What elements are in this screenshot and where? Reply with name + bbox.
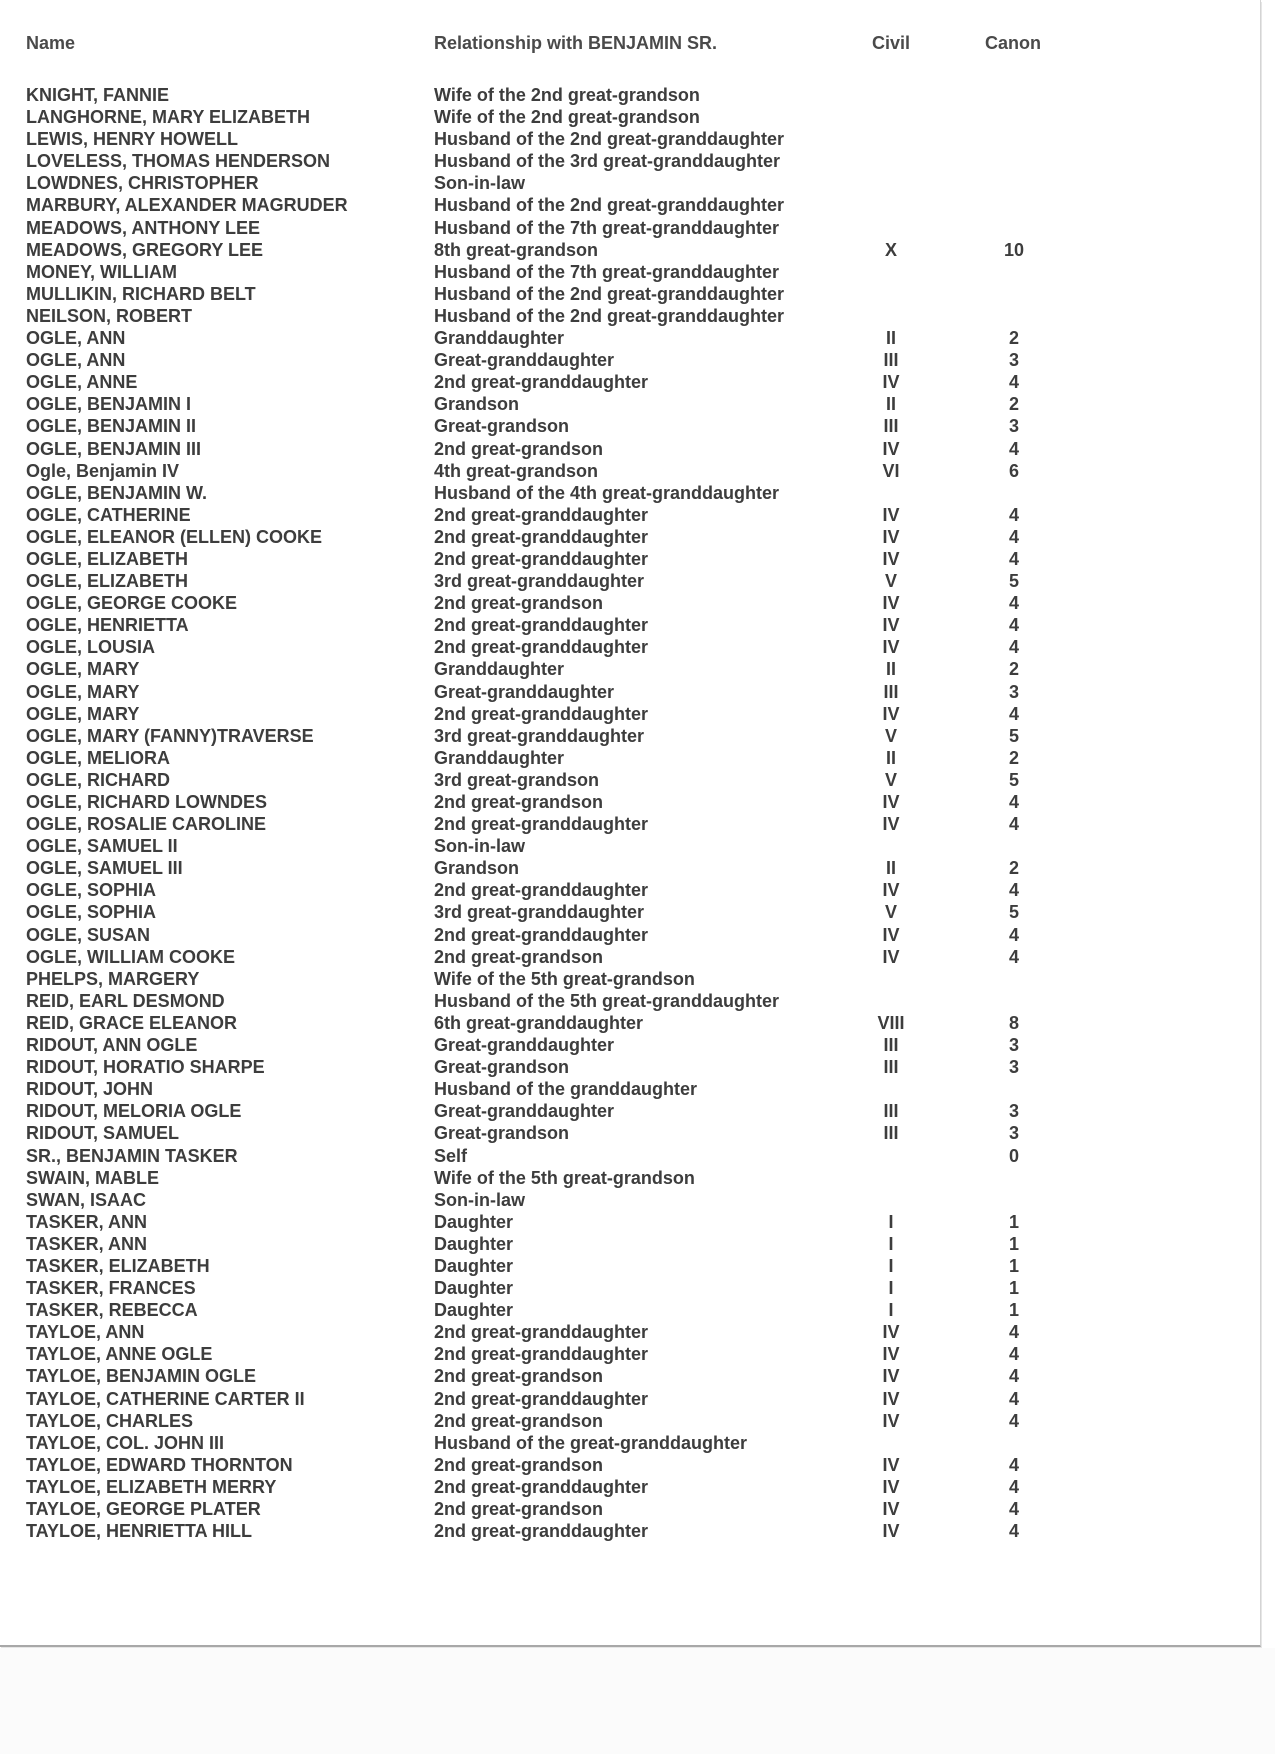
name-cell: SWAN, ISAAC	[26, 1189, 147, 1210]
table-row: OGLE, MARY Granddaughter II 2	[26, 659, 1020, 680]
table-row: OGLE, ROSALIE CAROLINE 2nd great-granddaughter IV 4	[26, 814, 1020, 835]
name-cell: OGLE, SOPHIA	[26, 902, 157, 923]
table-row: OGLE, ANNE 2nd great-granddaughter IV 4	[26, 372, 1020, 393]
name-cell: OGLE, MARY (FANNY)TRAVERSE	[26, 725, 314, 746]
name-cell: TAYLOE, ANN	[26, 1322, 145, 1343]
name-cell: REID, EARL DESMOND	[26, 990, 225, 1011]
table-row	[0, 1078, 1260, 1100]
name-cell: TASKER, ANN	[26, 1211, 147, 1232]
name-cell: OGLE, ELIZABETH	[26, 548, 188, 569]
relationship-cell: Son-in-law	[434, 1189, 525, 1210]
name-cell: OGLE, ANN	[26, 350, 126, 371]
relationship-cell: Great-grandson	[434, 416, 570, 437]
relationship-cell: Daughter	[434, 1255, 514, 1276]
table-row: OGLE, ELEANOR (ELLEN) COOKE 2nd great-granddaughter IV 4	[26, 526, 1020, 547]
table-row: TAYLOE, ANNE OGLE 2nd great-granddaughter IV 4	[26, 1344, 1020, 1365]
table-row: Ogle, Benjamin IV 4th great-grandson VI 6	[26, 460, 1020, 481]
name-cell: TAYLOE, HENRIETTA HILL	[26, 1521, 253, 1542]
relationship-cell: Grandson	[434, 394, 520, 415]
column-header-canon: Canon	[985, 33, 1041, 53]
relationship-cell: 2nd great-granddaughter	[434, 1476, 649, 1497]
relationship-cell: 2nd great-granddaughter	[434, 1322, 649, 1343]
table-row: SR., BENJAMIN TASKER Self 0	[26, 1145, 1020, 1166]
table-row	[0, 305, 1260, 327]
relationship-cell: 6th great-granddaughter	[434, 1012, 644, 1033]
table-row: RIDOUT, HORATIO SHARPE Great-grandson III 3	[26, 1057, 1020, 1078]
column-header-name: Name	[26, 33, 76, 53]
name-cell: PHELPS, MARGERY	[26, 968, 200, 989]
relationship-cell: 2nd great-grandson	[434, 438, 604, 459]
table-row: OGLE, GEORGE COOKE 2nd great-grandson IV 4	[26, 593, 1020, 614]
name-cell: RIDOUT, JOHN	[26, 1079, 154, 1100]
relationship-cell: Husband of the 2nd great-granddaughter	[434, 195, 785, 216]
relationship-cell: Great-granddaughter	[434, 350, 615, 371]
table-row: OGLE, ANN Great-granddaughter III 3	[26, 350, 1020, 371]
table-row: OGLE, HENRIETTA 2nd great-granddaughter IV 4	[26, 615, 1020, 636]
name-cell: OGLE, BENJAMIN I	[26, 394, 192, 415]
relationship-cell: 2nd great-granddaughter	[434, 703, 649, 724]
name-cell: OGLE, ROSALIE CAROLINE	[26, 814, 267, 835]
relationship-cell: Daughter	[434, 1300, 514, 1321]
table-row: OGLE, SUSAN 2nd great-granddaughter IV 4	[26, 924, 1020, 945]
relationship-cell: 2nd great-granddaughter	[434, 548, 649, 569]
name-cell: TASKER, REBECCA	[26, 1300, 198, 1321]
relationship-cell: 4th great-grandson	[434, 460, 599, 481]
table-row	[0, 194, 1260, 216]
name-cell: OGLE, GEORGE COOKE	[26, 593, 238, 614]
name-cell: OGLE, MARY	[26, 681, 140, 702]
relationship-cell: 2nd great-grandson	[434, 946, 604, 967]
table-row: RIDOUT, ANN OGLE Great-granddaughter III 3	[26, 1035, 1020, 1056]
table-row: OGLE, BENJAMIN III 2nd great-grandson IV 4	[26, 438, 1020, 459]
name-cell: Ogle, Benjamin IV	[26, 460, 180, 481]
name-cell: OGLE, BENJAMIN W.	[26, 482, 208, 503]
table-row: TAYLOE, CATHERINE CARTER II 2nd great-granddaughter IV 4	[26, 1388, 1020, 1409]
table-row: REID, GRACE ELEANOR 6th great-granddaughter VIII 8	[26, 1012, 1020, 1033]
relationship-cell: Husband of the 5th great-granddaughter	[434, 990, 780, 1011]
table-row: TASKER, ANN Daughter I 1	[26, 1233, 1020, 1254]
name-cell: TAYLOE, ANNE OGLE	[26, 1344, 213, 1365]
relationship-cell: 2nd great-grandson	[434, 1366, 604, 1387]
relationship-cell: Self	[434, 1145, 468, 1166]
table-row: TAYLOE, GEORGE PLATER 2nd great-grandson IV 4	[26, 1499, 1020, 1519]
name-cell: RIDOUT, ANN OGLE	[26, 1035, 198, 1056]
table-row: TASKER, ANN Daughter I 1	[26, 1211, 1020, 1232]
name-cell: RIDOUT, MELORIA OGLE	[26, 1101, 242, 1122]
table-row	[0, 1189, 1260, 1211]
table-row: OGLE, MARY Great-granddaughter III 3	[26, 681, 1020, 702]
table-row	[0, 482, 1260, 504]
relationship-cell: Daughter	[434, 1211, 514, 1232]
table-row: OGLE, CATHERINE 2nd great-granddaughter IV 4	[26, 504, 1020, 525]
relationship-table-body	[0, 84, 1260, 1542]
table-row: OGLE, BENJAMIN I Grandson II 2	[26, 394, 1020, 415]
name-cell: OGLE, SOPHIA	[26, 880, 157, 901]
name-cell: TAYLOE, EDWARD THORNTON	[26, 1454, 293, 1475]
relationship-cell: 2nd great-granddaughter	[434, 880, 649, 901]
table-row: OGLE, RICHARD 3rd great-grandson V 5	[26, 769, 1020, 790]
relationship-cell: 2nd great-granddaughter	[434, 924, 649, 945]
table-row: TAYLOE, HENRIETTA HILL 2nd great-granddaughter IV 4	[26, 1521, 1020, 1542]
table-row	[0, 172, 1260, 194]
relationship-cell: 3rd great-granddaughter	[434, 725, 645, 746]
name-cell: LEWIS, HENRY HOWELL	[26, 129, 239, 150]
relationship-cell: Son-in-law	[434, 836, 525, 857]
table-row: OGLE, MARY 2nd great-granddaughter IV 4	[26, 703, 1020, 724]
name-cell: MARBURY, ALEXANDER MAGRUDER	[26, 195, 348, 216]
relationship-cell: Husband of the 4th great-granddaughter	[434, 482, 780, 503]
table-row: OGLE, ANN Granddaughter II 2	[26, 328, 1020, 349]
table-row: OGLE, LOUSIA 2nd great-granddaughter IV 4	[26, 637, 1020, 658]
name-cell: TASKER, FRANCES	[26, 1278, 196, 1299]
name-cell: OGLE, MARY	[26, 703, 140, 724]
relationship-cell: 2nd great-grandson	[434, 593, 604, 614]
name-cell: OGLE, WILLIAM COOKE	[26, 946, 235, 967]
table-row: OGLE, SOPHIA 2nd great-granddaughter IV 4	[26, 880, 1020, 901]
relationship-cell: 2nd great-grandson	[434, 792, 604, 812]
name-cell: OGLE, MELIORA	[26, 747, 170, 768]
table-row	[0, 990, 1260, 1012]
name-cell: OGLE, HENRIETTA	[26, 615, 189, 636]
relationship-cell: 3rd great-grandson	[434, 769, 600, 790]
relationship-cell: Great-grandson	[434, 1057, 570, 1078]
table-row: TASKER, ELIZABETH Daughter I 1	[26, 1255, 1020, 1276]
relationship-cell: Granddaughter	[434, 747, 565, 768]
name-cell: OGLE, SUSAN	[26, 924, 151, 945]
table-row: OGLE, MARY (FANNY)TRAVERSE 3rd great-granddaughter V 5	[26, 725, 1020, 746]
relationship-cell: 2nd great-granddaughter	[434, 1344, 649, 1365]
name-cell: TASKER, ELIZABETH	[26, 1255, 210, 1276]
table-row: OGLE, BENJAMIN II Great-grandson III 3	[26, 416, 1020, 437]
table-row: TAYLOE, BENJAMIN OGLE 2nd great-grandson IV 4	[26, 1366, 1020, 1387]
table-row: OGLE, WILLIAM COOKE 2nd great-grandson IV 4	[26, 946, 1020, 967]
name-cell: LANGHORNE, MARY ELIZABETH	[26, 107, 311, 128]
table-row: OGLE, SOPHIA 3rd great-granddaughter V 5	[26, 902, 1020, 923]
table-row	[0, 1167, 1260, 1189]
relationship-cell: 2nd great-grandson	[434, 1454, 604, 1475]
name-cell: OGLE, SAMUEL II	[26, 836, 178, 857]
name-cell: TAYLOE, CATHERINE CARTER II	[26, 1388, 305, 1409]
relationship-cell: Wife of the 2nd great-grandson	[434, 85, 700, 105]
relationship-cell: Husband of the great-granddaughter	[434, 1432, 748, 1453]
relationship-cell: Daughter	[434, 1278, 514, 1299]
name-cell: OGLE, ELIZABETH	[26, 571, 188, 592]
table-row: TASKER, FRANCES Daughter I 1	[26, 1278, 1020, 1299]
relationship-cell: Husband of the 7th great-granddaughter	[434, 217, 780, 238]
name-cell: TASKER, ANN	[26, 1233, 147, 1254]
relationship-cell: 2nd great-granddaughter	[434, 372, 649, 393]
name-cell: OGLE, ELEANOR (ELLEN) COOKE	[26, 526, 323, 547]
table-row	[0, 106, 1260, 128]
name-cell: MONEY, WILLIAM	[26, 261, 177, 282]
table-row: RIDOUT, SAMUEL Great-grandson III 3	[26, 1123, 1020, 1144]
name-cell: SWAIN, MABLE	[26, 1167, 159, 1188]
name-cell: MEADOWS, ANTHONY LEE	[26, 217, 261, 238]
table-row	[0, 261, 1260, 283]
table-row: TAYLOE, ANN 2nd great-granddaughter IV 4	[26, 1322, 1020, 1343]
relationship-cell: 2nd great-granddaughter	[434, 504, 649, 525]
name-cell: OGLE, ANNE	[26, 372, 138, 393]
name-cell: TAYLOE, ELIZABETH MERRY	[26, 1476, 277, 1497]
name-cell: LOWDNES, CHRISTOPHER	[26, 173, 259, 194]
table-row: MEADOWS, GREGORY LEE 8th great-grandson X 10	[26, 239, 1025, 260]
relationship-cell: 2nd great-grandson	[434, 1410, 604, 1431]
table-row: OGLE, MELIORA Granddaughter II 2	[26, 747, 1020, 768]
relationship-cell: Wife of the 5th great-grandson	[434, 968, 695, 989]
table-row	[0, 283, 1260, 305]
scan-bed-background	[0, 1648, 1275, 1754]
table-row	[0, 968, 1260, 990]
table-row	[0, 84, 1260, 106]
name-cell: OGLE, BENJAMIN III	[26, 438, 202, 459]
name-cell: OGLE, RICHARD	[26, 769, 170, 790]
relationship-cell: Grandson	[434, 858, 520, 879]
relationship-cell: 3rd great-granddaughter	[434, 902, 645, 923]
column-header-civil: Civil	[872, 33, 911, 53]
relationship-cell: Husband of the 7th great-granddaughter	[434, 261, 780, 282]
relationship-cell: 2nd great-granddaughter	[434, 814, 649, 835]
table-row: RIDOUT, MELORIA OGLE Great-granddaughter III 3	[26, 1101, 1020, 1122]
relationship-cell: 2nd great-grandson	[434, 1499, 604, 1519]
table-row: TAYLOE, EDWARD THORNTON 2nd great-grandson IV 4	[26, 1454, 1020, 1475]
relationship-cell: Great-granddaughter	[434, 1035, 615, 1056]
relationship-cell: Husband of the 3rd great-granddaughter	[434, 151, 781, 172]
name-cell: OGLE, SAMUEL III	[26, 858, 183, 879]
table-row: OGLE, ELIZABETH 3rd great-granddaughter V 5	[26, 571, 1020, 592]
table-row: OGLE, ELIZABETH 2nd great-granddaughter IV 4	[26, 548, 1020, 569]
name-cell: RIDOUT, SAMUEL	[26, 1123, 179, 1144]
name-cell: OGLE, LOUSIA	[26, 637, 156, 658]
name-cell: MULLIKIN, RICHARD BELT	[26, 283, 256, 304]
name-cell: OGLE, MARY	[26, 659, 140, 680]
relationship-cell: Husband of the granddaughter	[434, 1079, 697, 1100]
name-cell: RIDOUT, HORATIO SHARPE	[26, 1057, 265, 1078]
name-cell: OGLE, BENJAMIN II	[26, 416, 197, 437]
relationship-cell: Husband of the 2nd great-granddaughter	[434, 305, 785, 326]
table-row	[0, 150, 1260, 172]
relationship-cell: Granddaughter	[434, 328, 565, 349]
table-row	[0, 128, 1260, 150]
table-row	[0, 217, 1260, 239]
name-cell: MEADOWS, GREGORY LEE	[26, 239, 264, 260]
table-row	[0, 1432, 1260, 1454]
table-row: TASKER, REBECCA Daughter I 1	[26, 1300, 1020, 1321]
relationship-cell: Wife of the 2nd great-grandson	[434, 107, 700, 128]
relationship-cell: Great-grandson	[434, 1123, 570, 1144]
name-cell: KNIGHT, FANNIE	[26, 85, 170, 105]
column-header-relationship: Relationship with BENJAMIN SR.	[434, 33, 718, 53]
relationship-cell: 2nd great-granddaughter	[434, 1388, 649, 1409]
table-row	[0, 835, 1260, 857]
name-cell: TAYLOE, GEORGE PLATER	[26, 1499, 261, 1519]
relationship-cell: 2nd great-granddaughter	[434, 1521, 649, 1542]
table-row: OGLE, SAMUEL III Grandson II 2	[26, 858, 1020, 879]
relationship-cell: 2nd great-granddaughter	[434, 615, 649, 636]
relationship-cell: Wife of the 5th great-grandson	[434, 1167, 695, 1188]
name-cell: NEILSON, ROBERT	[26, 305, 193, 326]
relationship-cell: 8th great-grandson	[434, 239, 599, 260]
relationship-cell: Great-granddaughter	[434, 1101, 615, 1122]
name-cell: OGLE, CATHERINE	[26, 504, 191, 525]
name-cell: TAYLOE, BENJAMIN OGLE	[26, 1366, 257, 1387]
table-row: OGLE, RICHARD LOWNDES 2nd great-grandson IV 4	[26, 792, 1020, 812]
table-row: TAYLOE, CHARLES 2nd great-grandson IV 4	[26, 1410, 1020, 1431]
name-cell: OGLE, ANN	[26, 328, 126, 349]
name-cell: TAYLOE, COL. JOHN III	[26, 1432, 225, 1453]
relationship-cell: Son-in-law	[434, 173, 525, 194]
relationship-cell: Husband of the 2nd great-granddaughter	[434, 283, 785, 304]
relationship-cell: 2nd great-granddaughter	[434, 637, 649, 658]
name-cell: LOVELESS, THOMAS HENDERSON	[26, 151, 331, 172]
relationship-cell: Granddaughter	[434, 659, 565, 680]
relationship-cell: Great-granddaughter	[434, 681, 615, 702]
name-cell: REID, GRACE ELEANOR	[26, 1012, 238, 1033]
name-cell: OGLE, RICHARD LOWNDES	[26, 792, 267, 812]
relationship-cell: Daughter	[434, 1233, 514, 1254]
name-cell: TAYLOE, CHARLES	[26, 1410, 194, 1431]
table-row: TAYLOE, ELIZABETH MERRY 2nd great-granddaughter IV 4	[26, 1476, 1020, 1497]
name-cell: SR., BENJAMIN TASKER	[26, 1145, 238, 1166]
relationship-cell: Husband of the 2nd great-granddaughter	[434, 129, 785, 150]
relationship-cell: 2nd great-granddaughter	[434, 526, 649, 547]
relationship-cell: 3rd great-granddaughter	[434, 571, 645, 592]
